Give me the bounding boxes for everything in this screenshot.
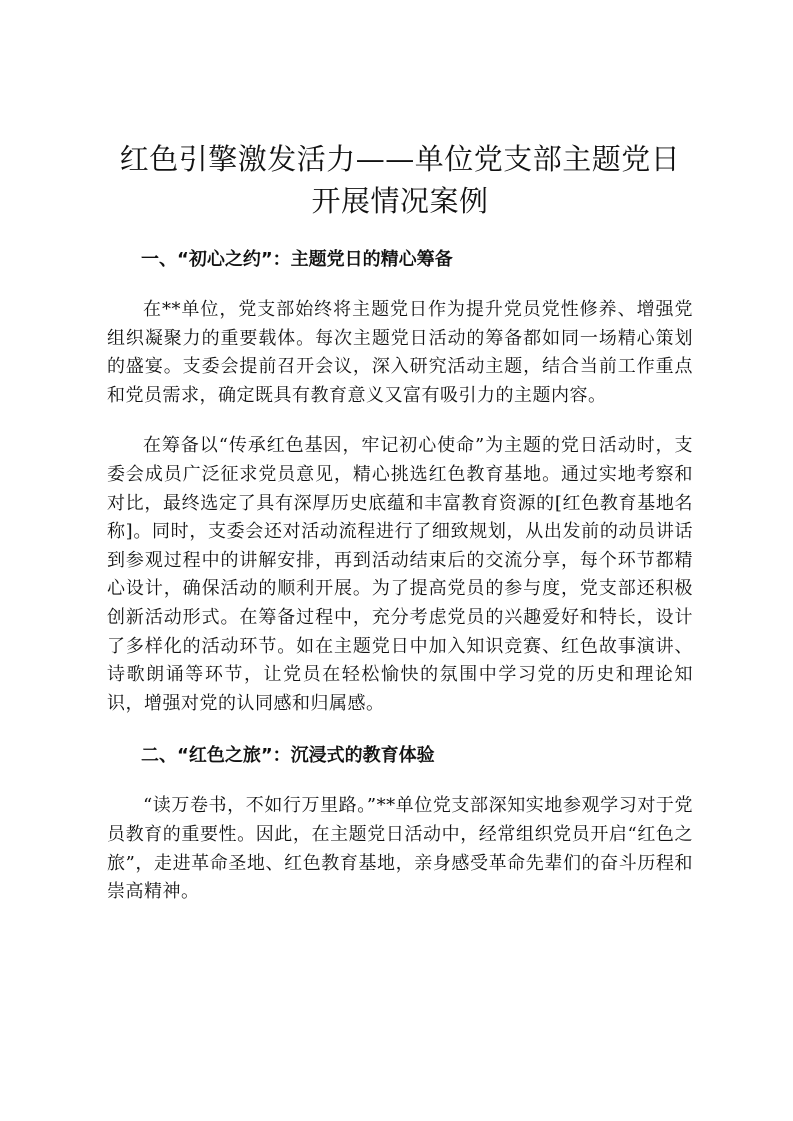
section-1-paragraph-1: 在**单位，党支部始终将主题党日作为提升党员党性修养、增强党组织凝聚力的重要载体。每次主题党日活动的筹备都如同一场精心策划的盛宴。支委会提前召开会议，深入研究活动主题，结合当前工作重点和党员需求，确定既具有教育意义又富有吸引力的主题内容。 [107,299,693,406]
section-2-heading: 二、“红色之旅”：沉浸式的教育体验 [141,745,435,767]
document-page [107,138,693,907]
section-1-heading: 一、“初心之约”：主题党日的精心筹备 [141,249,453,270]
section-1-paragraph-2: 在筹备以“传承红色基因，牢记初心使命”为主题的党日活动时，支委会成员广泛征求党员意见，精心挑选红色教育基地。通过实地考察和对比，最终选定了具有深厚历史底蕴和丰富教育资源的[红色教育基地名称]。同时，支委会还对活动流程进行了细致规划，从出发前的动员讲话到参观过程中的讲解安排，再到活动结束后的交流分享，每个环节都精心设计，确保活动的顺利开展。为了提高党员的参与度，党支部还积极创新活动形式。在筹备过程中，充分考虑党员的兴趣爱好和特长，设计了多样化的活动环节。如在主题党日中加入知识竞赛、红色故事演讲、诗歌朗诵等环节，让党员在轻松愉快的氛围中学习党的历史和理论知识，增强对党的认同感和归属感。 [107,435,693,714]
section-2-paragraph-1: “读万卷书，不如行万里路。”**单位党支部深知实地参观学习对于党员教育的重要性。因此，在主题党日活动中，经常组织党员开启“红色之旅”，走进革命圣地、红色教育基地，亲身感受革命先辈们的奋斗历程和崇高精神。 [107,795,693,903]
document-title: 红色引擎激发活力——单位党支部主题党日开展情况案例 [119,142,681,218]
